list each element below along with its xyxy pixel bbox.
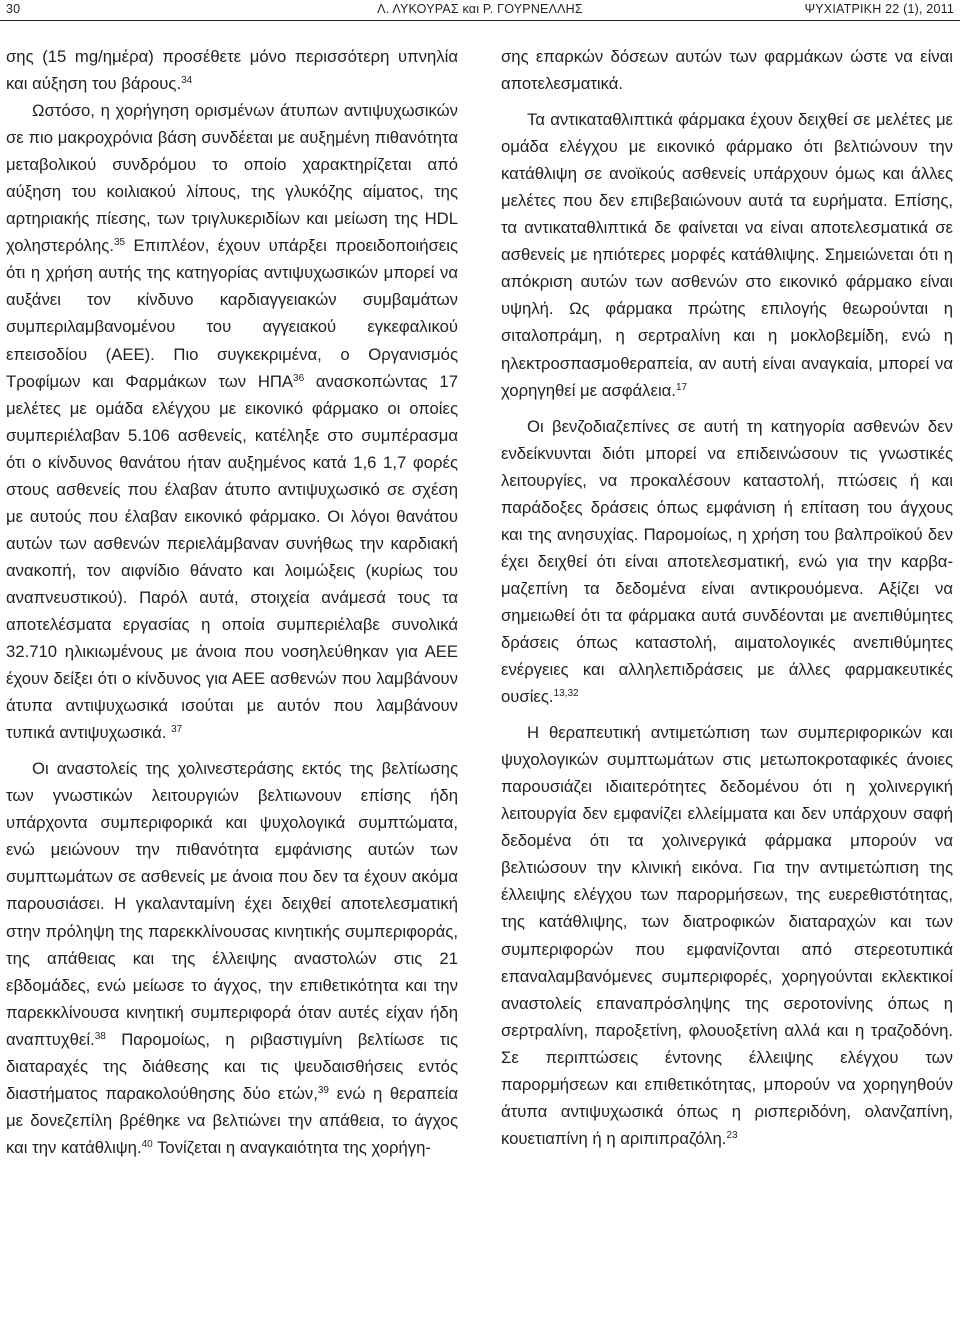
paragraph: Η θεραπευτική αντιμετώπιση των συμπεριφορικών και ψυχολογικών συμπτωμάτων στις μετωποκροταφικές άνοιες παρουσιάζει ιδιαιτερότητες δεδομένου ότι η χολινεργική λειτουργία δεν εμφανίζει ελλείμματα και δεν υπάρχουν σαφή δεδομένα ότι τα χολινεργικά φάρμακα μπορούν να βελτιώσουν την κλινική εικόνα. Για την αντιμετώπιση της έλλειψης ελέγχου των παρορμήσεων, της ευερεθιστότητας, της κατάθλιψης, των διατροφικών διαταραχών και των συμπεριφορών που εμφανίζονται από στερεοτυπικά επαναλαμβανόμενες συμπεριφορές, χορηγούνται εκλεκτικοί αναστολείς επαναπρόσληψης της σεροτονίνης όπως η σερτραλίνη, παροξετίνη, φλουοξετίνη αλλά και η τραζοδόνη. Σε περιπτώσεις έντονης έλλειψης ελέγχου των παρορμήσεων και επιθετικότητας, μπορούν να χορηγηθούν άτυπα αντιψυχωσικά όπως η ρισπεριδόνη, ολανζαπίνη, κουετιαπίνη ή η αριπιπραζόλη.$^{23}$	[501, 723, 953, 1148]
page-number: 30	[6, 2, 21, 16]
citation: 35	[114, 237, 126, 249]
header-rule	[0, 20, 960, 21]
citation: 13,32	[553, 688, 579, 700]
running-head-authors: Λ. ΛΥΚΟΥΡΑΣ και Ρ. ΓΟΥΡΝΕΛΛΗΣ	[377, 2, 583, 16]
right-column	[501, 43, 953, 1152]
citation: 17	[675, 381, 688, 393]
citation: 34	[181, 75, 193, 87]
running-head-journal: ΨΥΧΙΑΤΡΙΚΗ 22 (1), 2011	[804, 2, 954, 16]
running-head	[6, 0, 954, 18]
citation: 38	[94, 1030, 106, 1042]
citation: 37	[171, 724, 183, 736]
paragraph: Οι βενζοδιαζεπίνες σε αυτή τη κατηγορία ασθενών δεν ενδείκνυνται διότι μπορεί να επιδεινώσουν τις γνωστικές λειτουργίες, να προκαλέσουν καταστολή, πτώσεις ή και παράδοξες δράσεις όπως εμφάνιση ή επίταση του άγχους και της ανησυχίας. Παρομοίως, η χρήση του βαλπροϊκού δεν έχει δειχθεί ότι είναι αποτελεσματική, ενώ για την καρβαμαζεπίνη τα δεδομένα είναι αντικρουόμενα. Αξίζει να σημειωθεί ότι τα φάρμακα αυτά συνδέονται με ανεπιθύμητες δράσεις όπως καταστολή, αιματολογικές ανεπιθύμητες ενέργειες και αλληλεπιδράσεις με άλλες φαρμακευτικές ουσίες.$^{13,32}$	[501, 416, 953, 707]
citation: 23	[726, 1129, 738, 1141]
paragraph: σης επαρκών δόσεων αυτών των φαρμάκων ώστε να είναι αποτελεσματικά.	[501, 47, 953, 94]
citation: 36	[293, 372, 305, 384]
paragraph: Τα αντικαταθλιπτικά φάρμακα έχουν δειχθεί σε μελέτες με ομάδα ελέγχου με εικονικό φάρμακο ότι βελτιώνουν την κατάθλιψη σε ανοϊκούς ασθενείς υπάρχουν όμως και άλλες μελέτες που δεν επιβεβαιώνουν αυτά τα ευρήματα. Επίσης, τα αντικαταθλιπτικά δε φαίνεται να είναι αποτελεσματικά σε ασθενείς με ηπιότερες μορφές κατάθλιψης. Σημειώνεται ότι η απόκριση αυτών των ασθενών στο εικονικό φάρμακο είναι υψηλή. Ως φάρμακα πρώτης επιλογής θεωρούνται η σιταλοπράμη, η σερτραλίνη και η μοκλοβεμίδη, ενώ η ηλεκτροσπασμοθεραπεία, αν αυτή είναι αναγκαία, μπορεί να χορηγηθεί με ασφάλεια.$^{17}$	[501, 110, 953, 400]
paragraph: σης (15 mg/ημέρα) προσέθετε μόνο περισσότερη υπνηλία και αύξηση του βάρους.$^{34}$	[6, 47, 458, 94]
left-column	[6, 43, 458, 1161]
citation: 40	[141, 1138, 153, 1150]
paragraph: Ωστόσο, η χορήγηση ορισμένων άτυπων αντιψυχωσικών σε πιο μακροχρόνια βάση συνδέεται με αυξημένη πιθανότητα μεταβολικού συνδρόμου το οποίο χαρακτηρίζεται από αύξηση του κοιλιακού λίπους, της γλυκόζης αίματος, της αρτηριακής πίεσης, των τριγλυκεριδίων και μείωση της HDL χοληστερόλης.$^{35}$ Επιπλέον, έχουν υπάρξει προειδοποιήσεις ότι η χρήση αυτής της κατηγορίας αντιψυχωσικών μπορεί να αυξάνει τον κίνδυνο καρδιαγγειακών συμβαμάτων συμπεριλαμβανομένου του αγγειακού εγκεφαλικού επεισοδίου (ΑΕΕ). Πιο συγκεκριμένα, ο Οργανισμός Τροφίμων και Φαρμάκων των ΗΠΑ$^{36}$ ανασκοπώντας 17 μελέτες με ομάδα ελέγχου με εικονικό φάρμακο οι οποίες συμπεριέλαβαν 5.106 ασθενείς, κατέληξε στο συμπέρασμα ότι ο κίνδυνος θανάτου ήταν αυξημένος κατά 1,6 1,7 φορές στους ασθενείς που έλαβαν άτυπο αντιψυχωσικό σε σχέση με αυτούς που έλαβαν εικονικό φάρμακο. Οι λόγοι θανάτου αυτών των ασθενών περιελάμβαναν συνήθως την καρδιακή ανακοπή, τον αιφνίδιο θάνατο και λοιμώξεις (κυρίως του αναπνευστικού). Παρόλ αυτά, στοιχεία ανάμεσά τους τα αποτελέσματα εργασίας η οποία συμπεριέλαβε συνολικά 32.710 ηλικιωμένους με άνοια που νοσηλεύθηκαν για ΑΕΕ έχουν δείξει ότι ο κίνδυνος για ΑΕΕ ασθενών που λαμβάνουν άτυπα αντιψυχωσικά ισούται με αυτόν που λαμβάνουν τυπικά αντιψυχωσικά. $^{37}$	[6, 101, 458, 743]
paragraph: Οι αναστολείς της χολινεστεράσης εκτός της βελτίωσης των γνωστικών λειτουργιών βελτιωνουν επίσης ήδη υπάρχοντα συμπεριφορικά και ψυχολογικά συμπτώματα, ενώ μειώνουν την πιθανότητα εμφάνισης αυτών των συμπτωμάτων σε ασθενείς με άνοια που δεν τα έχουν ακόμα παρουσιάσει. Η γκαλανταμίνη έχει δειχθεί αποτελεσματική στην πρόληψη της παρεκκλίνουσας κινητικής συμπεριφοράς, της απάθειας και της έλλειψης αναστολών στις 21 εβδομάδες, ενώ μείωσε το άγχος, την επιθετικότητα και την παρεκκλίνουσα κινητική συμπεριφορά όταν αυτές είχαν ήδη αναπτυχθεί.$^{38}$ Παρομοίως, η ριβαστιγμίνη βελτίωσε τις διαταραχές της διάθεσης και τις ψευδαισθήσεις εντός διαστήματος παρακολούθησης δύο ετών,$^{39}$ ενώ η θεραπεία με δονεζεπίλη βρέθηκε να βελτιώνει την απάθεια, το άγχος και την κατάθλιψη.$^{40}$ Τονίζεται η αναγκαιότητα της χορήγη-	[6, 759, 458, 1157]
citation: 39	[317, 1084, 329, 1096]
